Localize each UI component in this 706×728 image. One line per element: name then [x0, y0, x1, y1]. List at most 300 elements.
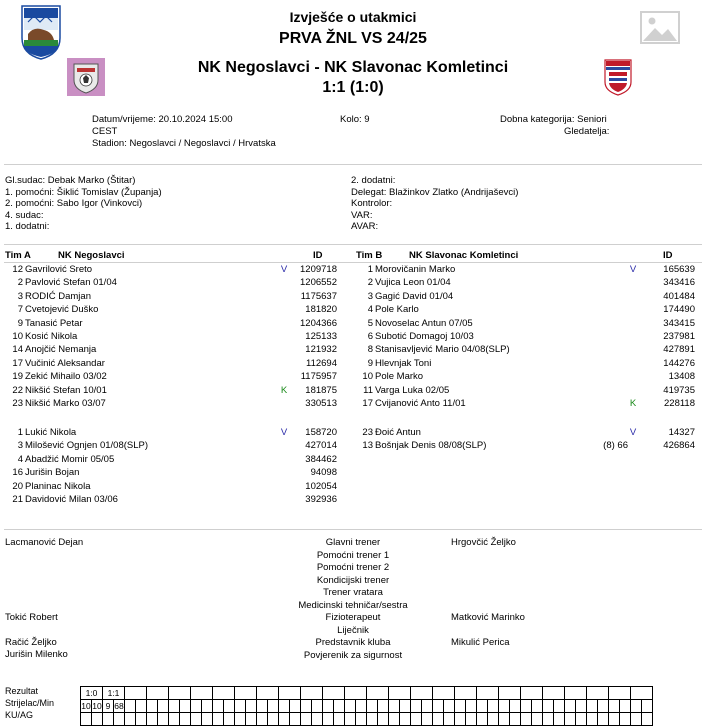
player-name: Tanasić Petar: [25, 317, 83, 329]
cards-cell: [213, 713, 224, 726]
player-name: Kosić Nikola: [25, 331, 78, 342]
player-number: 4: [17, 453, 23, 465]
cards-cell: [510, 713, 521, 726]
goalkeeper-mark: V: [280, 264, 288, 275]
player-row: [351, 398, 695, 410]
scorer-cell: 9: [103, 700, 114, 713]
cards-cell: [499, 713, 510, 726]
player-row: [1, 264, 341, 276]
official-additional-2: 2. dodatni:: [351, 175, 396, 186]
player-number: 23: [12, 398, 23, 409]
score-cell: [323, 687, 345, 700]
scorer-cell: [202, 700, 213, 713]
player-id: 426864: [663, 440, 695, 452]
team-a-id-header: ID: [313, 250, 323, 261]
player-id: 181875: [305, 384, 337, 396]
player-row: [1, 398, 341, 410]
player-id: 125133: [305, 331, 337, 342]
player-id: 121932: [305, 344, 337, 356]
player-id: 427014: [305, 440, 337, 452]
score-cell: [411, 687, 433, 700]
staff-role: Kondicijski trener: [316, 574, 390, 586]
player-number: 2: [17, 277, 23, 289]
player-name: Subotić Domagoj 10/03: [375, 331, 474, 342]
player-id: 102054: [305, 480, 337, 492]
staff-role: Fizioterapeut: [325, 612, 381, 623]
cards-cell: [455, 713, 466, 726]
cards-cell: [125, 713, 136, 726]
age-category: Dobna kategorija: Seniori: [500, 114, 607, 125]
captain-mark: K: [280, 384, 288, 396]
player-name: Pole Karlo: [375, 304, 419, 316]
player-row: [351, 344, 695, 356]
player-name: Varga Luka 02/05: [375, 384, 450, 396]
player-row: [1, 454, 341, 466]
player-row: [351, 317, 695, 330]
match-title: NK Negoslavci - NK Slavonac Komletinci: [197, 59, 509, 76]
cards-cell: [356, 713, 367, 726]
divider: [4, 244, 702, 245]
score-cell: [631, 687, 653, 700]
scorer-cell: [334, 700, 345, 713]
cards-cell: [257, 713, 268, 726]
player-number: 10: [12, 331, 23, 342]
scorer-cell: [224, 700, 235, 713]
goalkeeper-mark: V: [280, 427, 288, 438]
score-cell: [609, 687, 631, 700]
scorer-cell: [620, 700, 631, 713]
cards-cell: [246, 713, 257, 726]
cards-cell: [147, 713, 158, 726]
team-a-label: Tim A: [5, 250, 31, 261]
player-id: 144276: [663, 357, 695, 369]
cards-cell: [433, 713, 444, 726]
player-name: Davidović Milan 03/06: [25, 494, 118, 505]
player-id: 427891: [663, 344, 695, 356]
player-name: RODIĆ Damjan: [25, 290, 91, 302]
cards-cell: [631, 713, 642, 726]
player-name: Đoić Antun: [375, 427, 421, 438]
score-cell: [587, 687, 609, 700]
scorer-cell: [356, 700, 367, 713]
player-id: 330513: [305, 398, 337, 409]
cards-cell: [488, 713, 499, 726]
scorer-cell: [345, 700, 356, 713]
player-name: Anojčić Nemanja: [25, 344, 97, 356]
score-cell: 1:1: [103, 687, 125, 700]
divider: [4, 164, 702, 165]
cards-cell: [345, 713, 356, 726]
score-cell: [301, 687, 323, 700]
official-assistant-2: 2. pomoćni: Sabo Igor (Vinkovci): [5, 198, 143, 209]
player-row: [1, 304, 341, 316]
cards-cell: [422, 713, 433, 726]
cards-cell: [521, 713, 532, 726]
cards-cell: [587, 713, 598, 726]
player-extra: (8) 66: [603, 440, 628, 452]
cards-cell: [444, 713, 455, 726]
officials-left: [5, 175, 162, 233]
team-a-representative: Račić Željko: [5, 637, 57, 648]
player-number: 3: [17, 290, 23, 302]
staff-role: Trener vratara: [323, 587, 383, 598]
scorer-cell: [576, 700, 587, 713]
team-b-head-coach: Hrgovčić Željko: [451, 537, 516, 548]
player-name: Vučinić Aleksandar: [25, 357, 105, 369]
player-id: 343415: [663, 317, 695, 329]
score-cell: [477, 687, 499, 700]
player-name: Nikšić Stefan 10/01: [25, 384, 107, 396]
cards-cell: [81, 713, 92, 726]
cards-cell: [169, 713, 180, 726]
cards-cell: [642, 713, 653, 726]
score-cell: [521, 687, 543, 700]
player-row: [1, 494, 341, 506]
scorer-cell: [554, 700, 565, 713]
score-cell: [389, 687, 411, 700]
player-number: 8: [367, 344, 373, 356]
cards-cell: [334, 713, 345, 726]
cards-cell: [268, 713, 279, 726]
scorer-cell: [268, 700, 279, 713]
cards-row: [81, 713, 653, 726]
player-row: [351, 371, 695, 383]
player-id: 158720: [305, 427, 337, 438]
cards-cell: [290, 713, 301, 726]
scorer-cell: [477, 700, 488, 713]
player-row: [351, 290, 695, 303]
player-id: 1206552: [300, 277, 337, 289]
divider: [4, 529, 702, 530]
cards-cell: [532, 713, 543, 726]
goalkeeper-mark: V: [629, 264, 637, 275]
player-id: 401484: [663, 290, 695, 302]
player-name: Hlevnjak Toni: [375, 357, 432, 369]
player-id: 14327: [668, 427, 695, 438]
player-number: 21: [12, 494, 23, 505]
player-id: 1209718: [300, 264, 337, 275]
scorer-cell: [532, 700, 543, 713]
captain-mark: K: [629, 398, 637, 409]
player-name: Gavrilović Sreto: [25, 264, 93, 275]
cards-cell: [367, 713, 378, 726]
scorer-cell: [290, 700, 301, 713]
player-id: 1204366: [300, 317, 337, 329]
score-cell: [235, 687, 257, 700]
player-id: 237981: [663, 331, 695, 342]
cards-cell: [598, 713, 609, 726]
official-delegate: Delegat: Blažinkov Zlatko (Andrijaševci): [351, 186, 519, 198]
player-id: 419735: [663, 384, 695, 396]
scorer-cell: [444, 700, 455, 713]
score-cell: [125, 687, 147, 700]
scorer-cell: [422, 700, 433, 713]
player-id: 165639: [663, 264, 695, 275]
match-timezone: CEST: [92, 126, 118, 137]
score-cell: [367, 687, 389, 700]
player-row: [1, 385, 341, 397]
score-cell: [213, 687, 235, 700]
scorer-cell: [455, 700, 466, 713]
staff-role: Medicinski tehničar/sestra: [298, 599, 408, 611]
team-b-name: NK Slavonac Komletinci: [409, 250, 519, 261]
player-name: Cvijanović Anto 11/01: [375, 398, 466, 409]
player-id: 112694: [306, 357, 337, 369]
scorer-cell: [631, 700, 642, 713]
player-number: 5: [367, 317, 373, 329]
player-row: [1, 467, 341, 479]
player-row: [351, 304, 695, 316]
player-name: Milošević Ognjen 01/08(SLP): [25, 440, 149, 452]
player-number: 14: [12, 344, 23, 356]
staff-role: Povjerenik za sigurnost: [303, 649, 403, 661]
player-number: 23: [362, 427, 373, 438]
cards-cell: [620, 713, 631, 726]
player-number: 22: [12, 384, 23, 396]
player-name: Abadžić Momir 05/05: [25, 453, 115, 465]
player-row: [1, 291, 341, 303]
scorer-cell: [312, 700, 323, 713]
divider: [4, 262, 702, 263]
player-name: Cvetojević Duško: [25, 304, 99, 316]
scorer-cell: [367, 700, 378, 713]
player-row: [1, 427, 341, 439]
cards-cell: [565, 713, 576, 726]
player-name: Planinac Nikola: [25, 480, 91, 492]
cards-cell: [466, 713, 477, 726]
player-row: [1, 371, 341, 383]
player-row: [351, 264, 695, 276]
player-row: [1, 440, 341, 452]
scorer-cell: [213, 700, 224, 713]
player-name: Bošnjak Denis 08/08(SLP): [375, 440, 487, 452]
cards-cell: [400, 713, 411, 726]
scorer-cell: [323, 700, 334, 713]
scorer-cell: [521, 700, 532, 713]
score-cell: [345, 687, 367, 700]
scorer-cell: [510, 700, 521, 713]
scorer-row: [81, 700, 653, 713]
official-referee: Gl.sudac: Debak Marko (Štitar): [5, 175, 136, 186]
player-row: [351, 331, 695, 343]
team-b-physio: Matković Marinko: [451, 612, 525, 623]
official-fourth: 4. sudac:: [5, 209, 44, 221]
score-cell: [147, 687, 169, 700]
cards-cell: [136, 713, 147, 726]
cards-cell: [301, 713, 312, 726]
county-crest-icon: [20, 4, 62, 60]
player-number: 9: [367, 357, 373, 369]
player-name: Nikšić Marko 03/07: [25, 398, 106, 409]
player-row: [1, 481, 341, 493]
player-id: 1175637: [300, 290, 337, 302]
player-id: 1175957: [300, 371, 337, 383]
scorer-cell: [279, 700, 290, 713]
score-row: [81, 687, 653, 700]
scorer-cell: [158, 700, 169, 713]
player-id: 13408: [668, 371, 695, 383]
cards-cell: [114, 713, 125, 726]
scorer-cell: [411, 700, 422, 713]
score-cell: [191, 687, 213, 700]
scorer-cell: [609, 700, 620, 713]
official-var: VAR:: [351, 209, 373, 221]
player-row: [351, 277, 695, 289]
scorer-cell: [257, 700, 268, 713]
player-id: 392936: [305, 494, 337, 505]
player-number: 17: [12, 357, 23, 369]
scorer-cell: [136, 700, 147, 713]
cards-cell: [411, 713, 422, 726]
cards-cell: [235, 713, 246, 726]
player-number: 3: [367, 290, 373, 302]
player-row: [1, 331, 341, 343]
player-name: Jurišin Bojan: [25, 467, 80, 479]
team-b-representative: Mikulić Perica: [451, 637, 510, 648]
player-number: 4: [367, 304, 373, 316]
player-number: 12: [12, 264, 23, 275]
cards-cell: [323, 713, 334, 726]
cards-label: KU/AG: [5, 710, 34, 720]
cards-cell: [191, 713, 202, 726]
scorer-cell: [499, 700, 510, 713]
score-cell: [257, 687, 279, 700]
player-name: Pole Marko: [375, 371, 424, 383]
player-number: 11: [363, 384, 373, 396]
report-title: Izvješće o utakmici: [289, 9, 417, 25]
cards-cell: [202, 713, 213, 726]
cards-cell: [543, 713, 554, 726]
scorer-cell: [400, 700, 411, 713]
player-name: Morovičanin Marko: [375, 264, 456, 275]
player-row: [1, 358, 341, 370]
player-number: 7: [17, 304, 23, 316]
result-grid: [80, 686, 653, 726]
scorer-cell: [565, 700, 576, 713]
team-a-head-coach: Lacmanović Dejan: [5, 537, 84, 548]
player-row: [351, 384, 695, 397]
player-row: [351, 427, 695, 439]
player-id: 343416: [663, 277, 695, 289]
scorer-cell: [378, 700, 389, 713]
player-row: [1, 318, 341, 330]
player-name: Stanisavljević Mario 04/08(SLP): [375, 344, 510, 356]
image-placeholder-icon: [640, 11, 680, 44]
player-number: 16: [12, 467, 23, 479]
cards-cell: [609, 713, 620, 726]
player-row: [1, 277, 341, 289]
match-score: 1:1 (1:0): [322, 79, 384, 96]
scorer-cell: 10: [81, 700, 91, 711]
goalkeeper-mark: V: [629, 427, 637, 438]
player-number: 3: [17, 440, 23, 452]
score-cell: [499, 687, 521, 700]
scorer-cell: 10: [92, 700, 102, 711]
player-number: 20: [12, 480, 23, 492]
match-round: Kolo: 9: [340, 114, 370, 125]
player-id: 174490: [663, 304, 695, 316]
away-club-logo-icon: [603, 58, 633, 96]
player-id: 384462: [305, 453, 337, 465]
scorer-cell: [235, 700, 246, 713]
official-assistant-1: 1. pomoćni: Šiklić Tomislav (Županja): [5, 186, 162, 198]
player-number: 1: [367, 264, 373, 275]
cards-cell: [576, 713, 587, 726]
team-b-label: Tim B: [356, 250, 383, 261]
official-additional-1: 1. dodatni:: [5, 221, 50, 232]
staff-role: Pomoćni trener 2: [316, 562, 390, 573]
player-name: Pavlović Stefan 01/04: [25, 277, 117, 289]
scorer-cell: [587, 700, 598, 713]
cards-cell: [477, 713, 488, 726]
team-b-id-header: ID: [663, 250, 673, 261]
player-row: [351, 357, 695, 370]
player-id: 228118: [664, 398, 695, 409]
cards-cell: [180, 713, 191, 726]
league-title: PRVA ŽNL VS 24/25: [279, 30, 427, 47]
cards-cell: [279, 713, 290, 726]
scorer-cell: [301, 700, 312, 713]
player-number: 1: [17, 427, 23, 438]
team-a-security: Jurišin Milenko: [5, 649, 68, 660]
scorer-label: Strijelac/Min: [5, 698, 55, 708]
player-row: [1, 344, 341, 356]
player-name: Zekić Mihailo 03/02: [25, 371, 107, 383]
cards-cell: [103, 713, 114, 726]
player-name: Gagić David 01/04: [375, 290, 454, 302]
scorer-cell: [191, 700, 202, 713]
cards-cell: [378, 713, 389, 726]
officials-right: [351, 175, 518, 233]
scorer-cell: [543, 700, 554, 713]
score-cell: [433, 687, 455, 700]
staff-role: Glavni trener: [325, 537, 381, 548]
staff-role: Pomoćni trener 1: [316, 549, 390, 561]
scorer-cell: [125, 700, 136, 713]
player-id: 181820: [305, 304, 337, 316]
team-a-name: NK Negoslavci: [58, 250, 125, 261]
match-stadium: Stadion: Negoslavci / Negoslavci / Hrvatska: [92, 138, 276, 149]
player-number: 17: [362, 398, 373, 409]
scorer-cell: [433, 700, 444, 713]
player-name: Vujica Leon 01/04: [375, 277, 451, 289]
scorer-cell: [389, 700, 400, 713]
official-controller: Kontrolor:: [351, 198, 393, 209]
player-number: 13: [362, 440, 373, 452]
home-club-logo-icon: [67, 58, 105, 96]
score-cell: [543, 687, 565, 700]
scorer-cell: [598, 700, 609, 713]
score-cell: [169, 687, 191, 700]
player-row: [351, 440, 695, 452]
player-number: 19: [12, 371, 23, 383]
cards-cell: [312, 713, 323, 726]
cards-cell: [389, 713, 400, 726]
player-number: 9: [17, 317, 23, 329]
score-cell: [455, 687, 477, 700]
player-id: 94098: [310, 467, 337, 479]
player-number: 6: [367, 331, 373, 342]
cards-cell: [158, 713, 169, 726]
result-label: Rezultat: [5, 686, 39, 696]
player-name: Lukić Nikola: [25, 427, 77, 438]
player-number: 2: [367, 277, 373, 289]
cards-cell: [554, 713, 565, 726]
spectators: Gledatelja:: [564, 126, 610, 137]
scorer-cell: [180, 700, 191, 713]
scorer-cell: [169, 700, 180, 713]
cards-cell: [92, 713, 103, 726]
